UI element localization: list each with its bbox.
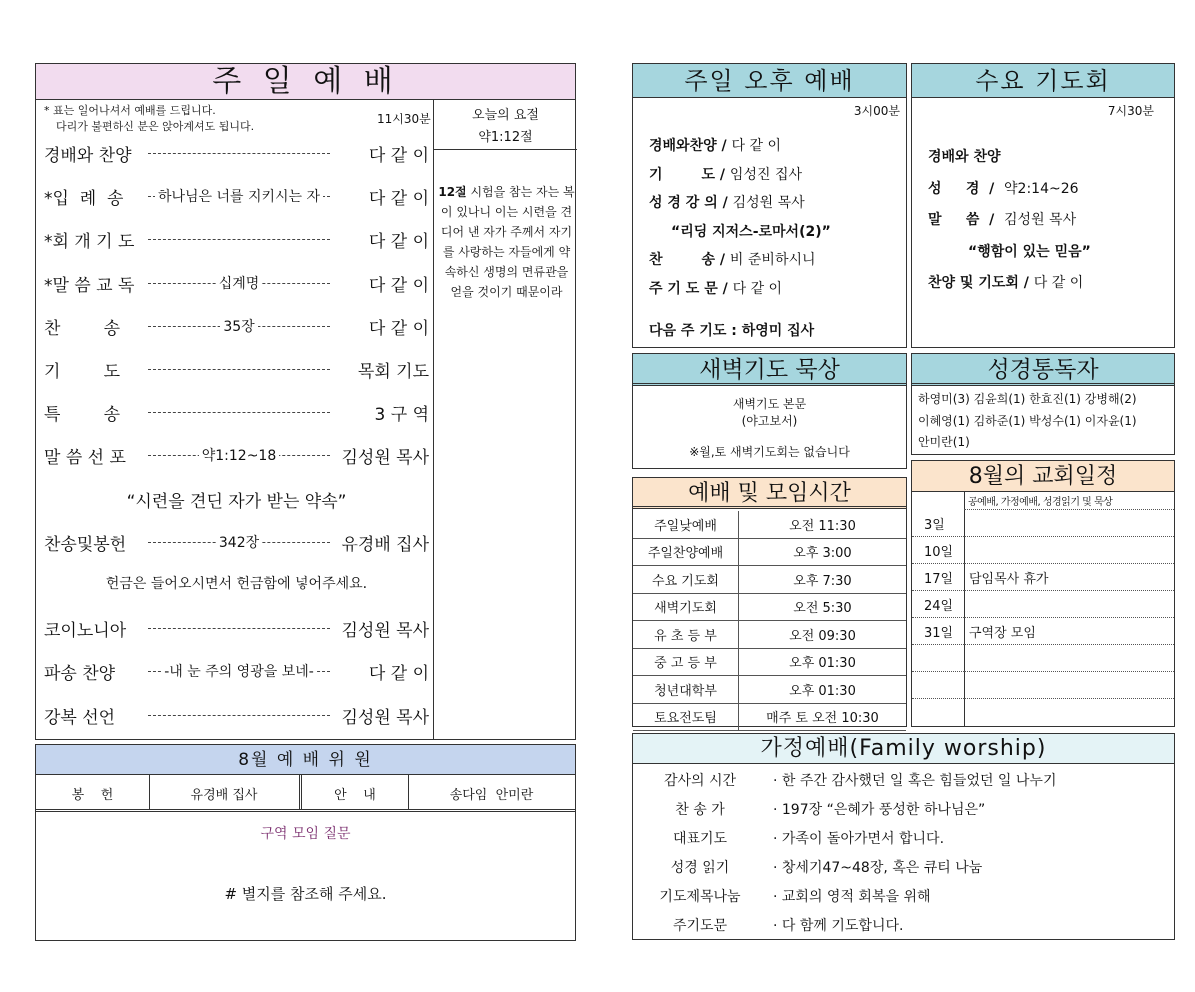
meeting-time: 오후 01:30: [739, 676, 907, 704]
worship-item-leader: [148, 153, 330, 154]
dawn-prayer-text: 새벽기도 본문: [732, 397, 807, 411]
meeting-name: 토요전도팀: [633, 703, 739, 731]
worship-item-leader: [148, 369, 330, 370]
small-group-note: # 별지를 참조해 주세요.: [224, 885, 387, 903]
dawn-prayer-title: 새벽기도 묵상: [633, 354, 906, 386]
worship-item: [44, 314, 429, 338]
dawn-prayer-panel: [632, 353, 907, 469]
family-worship-label: 대표기도: [672, 831, 728, 847]
family-worship-title: 가정예배(Family worship): [633, 734, 1174, 764]
worship-item-leader-name: 다 같 이: [368, 232, 429, 253]
meeting-time: 매주 토 오전 10:30: [739, 703, 907, 731]
schedule-event: [964, 537, 1174, 564]
worship-item-detail-text: 약1:12~18: [199, 448, 280, 464]
key-verse-column: [433, 100, 577, 740]
meeting-name: 청년대학부: [633, 676, 739, 704]
committee-usher-label: 안 내: [334, 788, 376, 803]
worship-item-detail-text: -내 눈 주의 영광을 보네-: [161, 664, 317, 680]
wednesday-item-value: 김성원 목사: [1004, 212, 1077, 228]
schedule-row: [912, 537, 1174, 564]
sunday-time: 11시30분: [377, 112, 431, 126]
worship-item: [44, 141, 429, 165]
afternoon-item-label: 성 경 강 의: [649, 195, 718, 211]
worship-item-leader-name: 다 같 이: [368, 664, 429, 685]
meeting-time: 오전 09:30: [739, 621, 907, 649]
schedule-day: 17일: [912, 564, 964, 591]
meeting-times-table: [633, 511, 906, 731]
worship-item-detail: [140, 445, 338, 465]
schedule-event: [964, 645, 1174, 672]
sunday-service-title: 주 일 예 배: [36, 64, 575, 100]
meeting-row: [633, 703, 906, 731]
schedule-row: [912, 672, 1174, 699]
worship-item-leader: [148, 628, 330, 629]
schedule-row: [912, 510, 1174, 537]
worship-item-leader-name: 다 같 이: [368, 189, 429, 210]
standing-note: * 표는 일어나셔서 예배를 드립니다.: [44, 104, 216, 117]
afternoon-service-title: 주일 오후 예배: [633, 64, 906, 98]
church-schedule-title: 8월의 교회일정: [912, 461, 1174, 492]
meeting-name: 주일낮예배: [633, 511, 739, 538]
afternoon-item: [649, 278, 782, 298]
worship-item-detail: [140, 273, 338, 293]
wednesday-item-label: 말 씀: [928, 212, 980, 228]
dawn-prayer-book: (야고보서): [741, 414, 798, 428]
afternoon-item-label: 주 기 도 문: [649, 280, 718, 297]
family-worship-label: 성경 읽기: [670, 860, 730, 876]
wednesday-item-label: 성 경: [928, 180, 980, 197]
wednesday-time: 7시30분: [1107, 104, 1154, 118]
dawn-prayer-note: ※월,토 새벽기도회는 없습니다: [689, 445, 850, 459]
meeting-times-panel: [632, 477, 907, 727]
separator: /: [715, 252, 730, 268]
wednesday-item-label: 찬양 및 기도회: [928, 275, 1019, 291]
worship-item-leader-name: 3 구 역: [374, 405, 429, 426]
bible-readers-panel: [911, 353, 1175, 455]
worship-item-leader-name: 유경배 집사: [341, 534, 429, 555]
meeting-name: 중 고 등 부: [633, 648, 739, 676]
afternoon-item: [649, 192, 805, 212]
worship-item-leader-name: 목회 기도: [357, 362, 429, 382]
worship-item-leader: [148, 239, 330, 240]
worship-item: [44, 357, 429, 381]
wednesday-item: [928, 209, 1076, 229]
committee-offering-label: 봉 헌: [71, 788, 114, 803]
meeting-row: [633, 621, 906, 649]
schedule-day: 10일: [912, 537, 964, 564]
afternoon-item-label: 경배와찬양: [649, 138, 717, 154]
family-worship-label: 감사의 시간: [663, 773, 737, 789]
meeting-name: 새벽기도회: [633, 593, 739, 621]
schedule-row: [912, 564, 1174, 591]
committee-usher-names: 송다임 안미란: [449, 788, 534, 803]
schedule-day: 24일: [912, 591, 964, 618]
schedule-event: [964, 510, 1174, 537]
sitting-note: 다리가 불편하신 분은 앉아계셔도 됩니다.: [56, 120, 255, 133]
family-worship-label: 기도제목나눔: [659, 889, 741, 905]
offering-note: 헌금은 들어오시면서 헌금함에 넣어주세요.: [105, 576, 368, 592]
bible-readers-title: 성경통독자: [912, 354, 1174, 386]
family-worship-value: · 가족이 돌아가면서 합니다.: [773, 831, 945, 847]
schedule-event: 구역장 모임: [964, 618, 1174, 645]
bible-readers-line: 이혜영(1) 김하준(1) 박성수(1) 이자윤(1): [918, 414, 1137, 428]
meeting-time: 오전 5:30: [739, 593, 907, 621]
afternoon-item-value: 다 같 이: [731, 138, 781, 154]
family-worship-panel: [632, 733, 1175, 940]
worship-item: [44, 271, 429, 295]
bible-readers-line: 하영미(3) 김윤희(1) 한효진(1) 강병해(2): [918, 392, 1137, 406]
bible-readers-line: 안미란(1): [918, 435, 970, 449]
schedule-table: [912, 510, 1174, 699]
afternoon-time: 3시00분: [853, 104, 900, 118]
worship-item-leader-name: 다 같 이: [368, 146, 429, 166]
family-worship-value: · 창세기47~48장, 혹은 큐티 나눔: [773, 860, 983, 876]
meeting-times-title: 예배 및 모임시간: [633, 478, 906, 509]
key-verse-text: 시험을 참는 자는 복이 있나니 이는 시련을 견디어 낸 자가 주께서 자기를 사랑하는 자들에게 약속하신 생명의 면류관을 얻을 것이기 때문이라: [440, 185, 575, 299]
schedule-event: 담임목사 휴가: [964, 564, 1174, 591]
schedule-day: [912, 672, 964, 699]
meeting-time: 오후 01:30: [739, 648, 907, 676]
meeting-row: [633, 511, 906, 538]
worship-item-detail-text: 35장: [220, 319, 257, 335]
wednesday-item-value: 다 같 이: [1033, 275, 1084, 291]
separator: /: [717, 280, 733, 297]
worship-item-leader: [148, 412, 330, 413]
worship-item: [44, 659, 429, 683]
worship-item-label: 기 도: [44, 362, 121, 382]
sermon-title: “시련을 견딘 자가 받는 약속”: [126, 491, 347, 512]
worship-item-detail: [140, 186, 338, 206]
wednesday-item: [928, 178, 1079, 198]
wednesday-item: [928, 272, 1083, 292]
afternoon-item-value: 비 준비하시니: [729, 252, 816, 268]
wednesday-prayer-title: 수요 기도회: [912, 64, 1174, 98]
family-worship-label: 주기도문: [672, 918, 728, 934]
meeting-name: 유 초 등 부: [633, 621, 739, 649]
worship-item: [44, 616, 429, 640]
afternoon-service-panel: [632, 63, 907, 348]
worship-item: [44, 184, 429, 208]
church-schedule-panel: [911, 460, 1175, 727]
worship-item: [44, 703, 429, 727]
separator: /: [1018, 275, 1034, 291]
separator: /: [979, 180, 1005, 197]
wednesday-item-value: 약2:14~26: [1004, 180, 1079, 197]
committee-title: 8월 예 배 위 원: [36, 745, 575, 775]
next-week-prayer: 다음 주 기도 : 하영미 집사: [649, 323, 815, 339]
schedule-event: [964, 672, 1174, 699]
worship-item: [44, 443, 429, 467]
worship-item: [44, 227, 429, 251]
worship-item-label: 찬송및봉헌: [44, 534, 127, 555]
meeting-name: 수요 기도회: [633, 566, 739, 594]
separator: /: [717, 195, 733, 211]
schedule-day: 31일: [912, 618, 964, 645]
separator: /: [979, 212, 1005, 228]
family-worship-value: · 197장 “은혜가 풍성한 하나님은”: [773, 802, 986, 818]
worship-item-leader-name: 김성원 목사: [341, 448, 429, 469]
wednesday-item-label: 경배와 찬양: [928, 149, 1001, 165]
worship-item-detail: [140, 316, 338, 336]
meeting-time: 오후 7:30: [739, 566, 907, 594]
worship-item-leader-name: 김성원 목사: [341, 707, 429, 728]
family-worship-value: · 교회의 영적 회복을 위해: [773, 889, 931, 905]
worship-item-label: 특 송: [44, 405, 121, 426]
small-group-subtitle: 구역 모임 질문: [260, 826, 351, 842]
meeting-row: [633, 566, 906, 594]
meeting-row: [633, 538, 906, 566]
separator: /: [715, 166, 730, 183]
schedule-day: 3일: [912, 510, 964, 537]
key-verse-body: [434, 150, 577, 302]
meeting-row: [633, 593, 906, 621]
afternoon-item: [649, 249, 816, 269]
family-worship-value: · 다 함께 기도합니다.: [773, 918, 904, 934]
separator: /: [716, 138, 732, 154]
wednesday-sermon-title: “행함이 있는 믿음”: [968, 243, 1091, 260]
meeting-name: 주일찬양예배: [633, 538, 739, 566]
meeting-time: 오전 11:30: [739, 511, 907, 538]
afternoon-item-value: 임성진 집사: [729, 166, 802, 183]
family-worship-label: 찬 송 가: [675, 802, 725, 818]
committee-offering-name: 유경배 집사: [190, 788, 258, 803]
schedule-header: 공예배, 가정예배, 성경읽기 및 묵상: [968, 497, 1113, 508]
schedule-event: [964, 591, 1174, 618]
schedule-row: [912, 645, 1174, 672]
lecture-title: “리딩 지저스-로마서(2)”: [671, 223, 831, 240]
meeting-time: 오후 3:00: [739, 538, 907, 566]
worship-item: [44, 530, 429, 554]
worship-item-label: 경배와 찬양: [44, 146, 132, 166]
sunday-service-panel: [35, 63, 576, 740]
worship-item-detail-text: 십계명: [216, 276, 263, 292]
afternoon-item: [649, 135, 781, 155]
worship-item-label: 말 씀 선 포: [44, 448, 126, 469]
afternoon-item-value: 김성원 목사: [732, 195, 805, 211]
worship-item-detail-text: 하나님은 너를 지키시는 자: [155, 189, 323, 205]
worship-item-label: *말 씀 교 독: [44, 275, 135, 296]
worship-item-label: 코이노니아: [44, 621, 127, 642]
committee-row: [36, 775, 575, 812]
schedule-row: [912, 618, 1174, 645]
worship-item-leader-name: 다 같 이: [368, 275, 429, 296]
worship-item-detail: [140, 532, 338, 552]
afternoon-item-value: 다 같 이: [732, 280, 783, 297]
worship-item-label: 파송 찬양: [44, 664, 116, 685]
worship-item-detail: [140, 661, 338, 681]
schedule-row: [912, 591, 1174, 618]
key-verse-title: 오늘의 요절: [472, 108, 539, 123]
worship-item-label: *회 개 기 도: [44, 232, 135, 253]
worship-item: [44, 400, 429, 424]
worship-item-label: *입 례 송: [44, 189, 124, 210]
worship-item-leader-name: 다 같 이: [368, 318, 429, 339]
worship-item-detail-text: 342장: [216, 535, 262, 551]
afternoon-item-label: 기 도: [649, 166, 716, 183]
key-verse-ref: 약1:12절: [434, 126, 577, 150]
committee-panel: [35, 744, 576, 941]
schedule-day: [912, 645, 964, 672]
afternoon-item: [649, 164, 802, 184]
worship-item-leader: [148, 715, 330, 716]
worship-item-leader-name: 김성원 목사: [341, 621, 429, 642]
worship-item-label: 찬 송: [44, 318, 121, 339]
afternoon-item-label: 찬 송: [649, 252, 716, 268]
wednesday-prayer-panel: [911, 63, 1175, 348]
family-worship-value: · 한 주간 감사했던 일 혹은 힘들었던 일 나누기: [773, 773, 1057, 789]
worship-item-label: 강복 선언: [44, 707, 116, 728]
meeting-row: [633, 676, 906, 704]
wednesday-item: [928, 146, 1001, 166]
meeting-row: [633, 648, 906, 676]
key-verse-number: 12절: [438, 185, 467, 199]
